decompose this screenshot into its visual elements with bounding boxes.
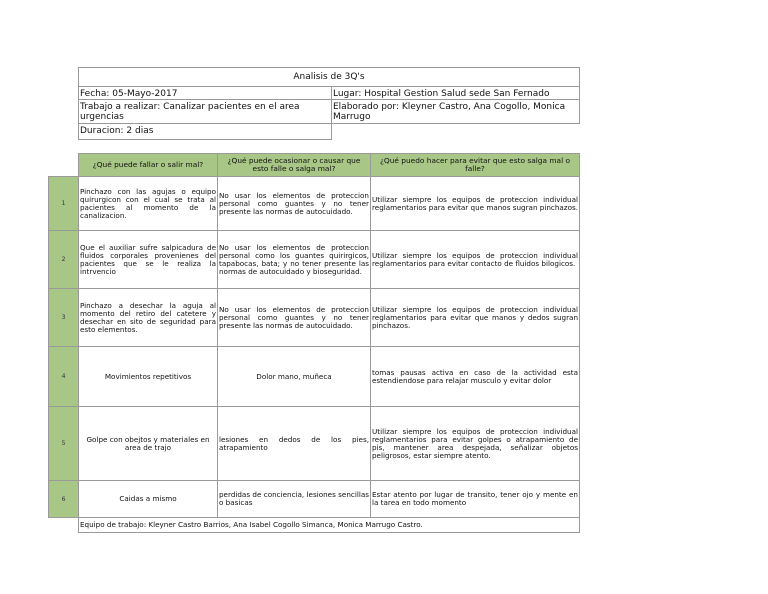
table-cell-causa: No usar los elementos de proteccion personal como guantes y no tener presente las normas de autocuidado. — [217, 288, 371, 347]
elaborado-field: Elaborado por: Kleyner Castro, Ana Cogollo, Monica Marrugo — [331, 99, 580, 124]
row-number: 4 — [48, 346, 79, 407]
table-cell-causa: perdidas de conciencia, lesiones sencillas o basicas — [217, 480, 371, 518]
row-number: 5 — [48, 406, 79, 481]
table-cell-falla: Que el auxiliar sufre salpicadura de fluidos corporales provenienes del pacientes que se le realiza la intrvencio — [78, 230, 218, 289]
row-number: 6 — [48, 480, 79, 518]
table-cell-evitar: tomas pausas activa en caso de la actividad esta estendiendose para relajar musculo y evitar dolor — [370, 346, 580, 407]
table-cell-falla: Golpe con obejtos y materiales en area de trajo — [78, 406, 218, 481]
header-que-puede-fallar: ¿Qué puede fallar o salir mal? — [78, 153, 218, 177]
table-cell-falla: Pinchazo a desechar la aguja al momento del retiro del catetere y desechar en sito de seguridad para esto elementos. — [78, 288, 218, 347]
row-number: 2 — [48, 230, 79, 289]
row-number: 1 — [48, 176, 79, 231]
duracion-field: Duracion: 2 dias — [78, 123, 332, 140]
lugar-field: Lugar: Hospital Gestion Salud sede San Fernado — [331, 86, 580, 100]
header-que-puede-causar: ¿Qué puede ocasionar o causar que esto falle o salga mal? — [217, 153, 371, 177]
table-cell-evitar: Utilizar siempre los equipos de proteccion individual reglamentarios para evitar que manos y dedos sugran pinchazos. — [370, 288, 580, 347]
table-cell-evitar: Utilizar siempre los equipos de proteccion individual reglamentarios para evitar contacto de fluidos bilogicos. — [370, 230, 580, 289]
fecha-field: Fecha: 05-Mayo-2017 — [78, 86, 332, 100]
table-cell-causa: No usar los elementos de proteccion personal como los guantes quirirgicos, tapabocas, bata; y no tener presente las normas de autocuidado y bioseguridad. — [217, 230, 371, 289]
table-cell-causa: Dolor mano, muñeca — [217, 346, 371, 407]
table-cell-falla: Movimientos repetitivos — [78, 346, 218, 407]
trabajo-field: Trabajo a realizar: Canalizar pacientes en el area urgencias — [78, 99, 332, 124]
table-cell-evitar: Utilizar siempre los equipos de proteccion individual reglamentarios para evitar golpes o atrapamiento de pis, mantener area despejada, señalizar objetos peligrosos, estar siempre atento. — [370, 406, 580, 481]
header-que-puedo-hacer: ¿Qué puedo hacer para evitar que esto salga mal o falle? — [370, 153, 580, 177]
table-cell-evitar: Estar atento por lugar de transito, tener ojo y mente en la tarea en todo momento — [370, 480, 580, 518]
row-number: 3 — [48, 288, 79, 347]
table-cell-falla: Caidas a mismo — [78, 480, 218, 518]
table-cell-causa: No usar los elementos de proteccion personal como guantes y no tener presente las normas de autocuidado. — [217, 176, 371, 231]
equipo-de-trabajo: Equipo de trabajo: Kleyner Castro Barrios, Ana Isabel Cogollo Simanca, Monica Marrugo Castro. — [78, 517, 580, 533]
document-title: Analisis de 3Q's — [78, 67, 580, 87]
table-cell-falla: Pinchazo con las agujas o equipo quirurgicon con el cual se trata al pacientes al momento de la canalizacion. — [78, 176, 218, 231]
table-cell-causa: lesiones en dedos de los pies, atrapamiento — [217, 406, 371, 481]
table-cell-evitar: Utilizar siempre los equipos de proteccion individual reglamentarios para evitar que manos sugran pinchazos. — [370, 176, 580, 231]
